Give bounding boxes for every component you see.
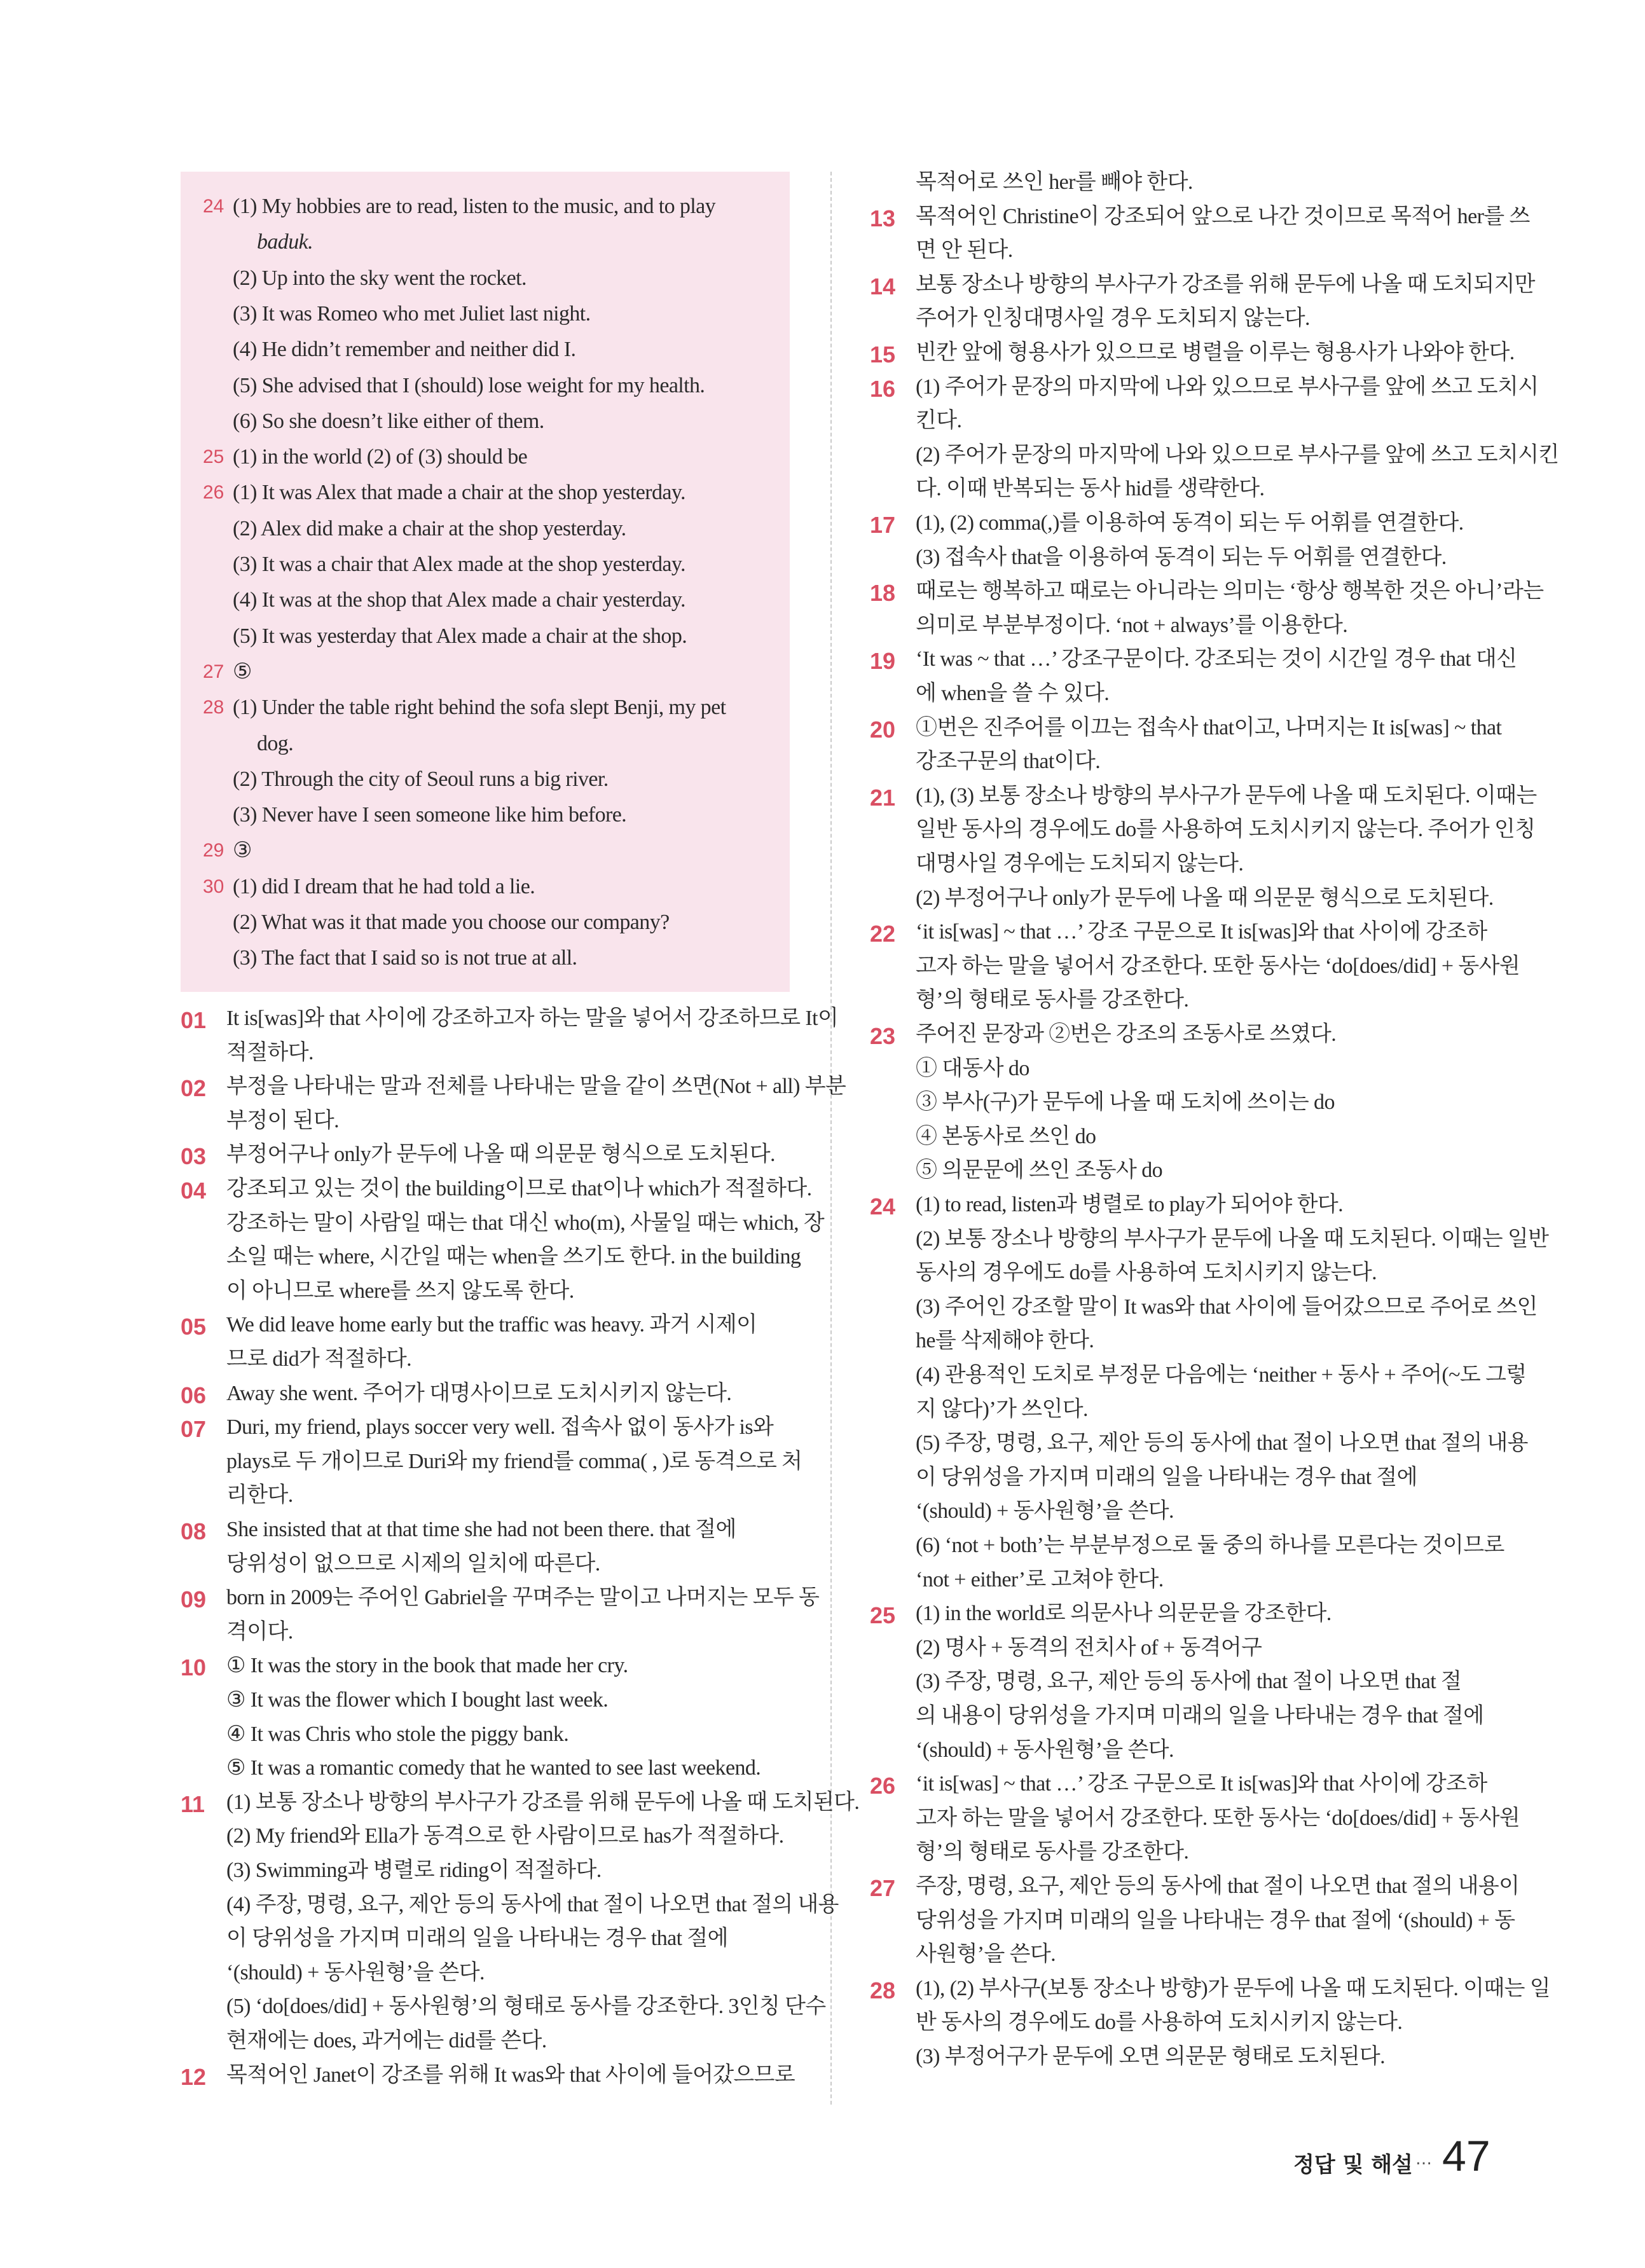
text-line: (4) It was at the shop that Alex made a chair yesterday. xyxy=(233,588,685,612)
text-line: (3) 접속사 that을 이용하여 동격이 되는 두 어휘를 연결한다. xyxy=(916,545,1447,569)
text-line: (2) My friend와 Ella가 동격으로 한 사람이므로 has가 적절하다. xyxy=(226,1824,784,1848)
text-line: 동사의 경우에도 do를 사용하여 도치시키지 않는다. xyxy=(916,1261,1377,1285)
text-line: (2) 부정어구나 only가 문두에 나올 때 의문문 형식으로 도치된다. xyxy=(916,886,1494,910)
text-line: (4) 관용적인 도치로 부정문 다음에는 ‘neither + 동사 + 주어(~도 그렇 xyxy=(916,1363,1527,1387)
item-number: 01 xyxy=(181,1007,207,1033)
item-number: 08 xyxy=(181,1518,207,1544)
text-line: 이 당위성을 가지며 미래의 일을 나타내는 경우 that 절에 xyxy=(226,1927,728,1951)
text-line: ⑤ 의문문에 쓰인 조동사 do xyxy=(916,1158,1162,1183)
text-line: (2) 주어가 문장의 마지막에 나와 있으므로 부사구를 앞에 쓰고 도치시킨 xyxy=(916,443,1559,467)
text-line: She insisted that at that time she had not been there. that 절에 xyxy=(226,1518,736,1541)
text-line: (3) It was a chair that Alex made at the shop yesterday. xyxy=(233,553,685,576)
item-number: 19 xyxy=(870,648,896,675)
text-line: ①번은 진주어를 이끄는 접속사 that이고, 나머지는 It is[was] ~ that xyxy=(916,715,1502,739)
text-line: 주어진 문장과 ②번은 강조의 조동사로 쓰였다. xyxy=(916,1022,1337,1046)
item-number: 24 xyxy=(870,1193,896,1220)
text-line: (2) 보통 장소나 방향의 부사구가 문두에 나올 때 도치된다. 이때는 일반 xyxy=(916,1227,1549,1251)
item-number: 18 xyxy=(870,580,896,607)
text-line: born in 2009는 주어인 Gabriel을 꾸며주는 말이고 나머지는 모두 동 xyxy=(226,1586,820,1610)
text-line: ① It was the story in the book that made her cry. xyxy=(226,1654,628,1678)
text-line: (3) Never have I seen someone like him before. xyxy=(233,803,627,827)
text-line: ⑤ xyxy=(233,659,252,684)
text-line: (3) 주장, 명령, 요구, 제안 등의 동사에 that 절이 나오면 that 절 xyxy=(916,1670,1462,1694)
text-line: he를 삭제해야 한다. xyxy=(916,1329,1094,1353)
text-line: ⑤ It was a romantic comedy that he wanted to see last weekend. xyxy=(226,1756,761,1780)
text-line: (5) ‘do[does/did] + 동사원형’의 형태로 동사를 강조한다. 3인칭 단수 xyxy=(226,1995,826,2019)
text-line: (1) It was Alex that made a chair at the shop yesterday. xyxy=(233,481,685,505)
text-line: plays로 두 개이므로 Duri와 my friend를 comma( , )로 동격으로 처 xyxy=(226,1449,802,1473)
text-line: 부정을 나타내는 말과 전체를 나타내는 말을 같이 쓰면(Not + all) 부분 xyxy=(226,1075,846,1099)
text-line: 당위성이 없으므로 시제의 일치에 따른다. xyxy=(226,1551,600,1576)
text-line: 킨다. xyxy=(916,409,962,433)
item-number: 06 xyxy=(181,1382,207,1408)
text-line: 이 아니므로 where를 쓰지 않도록 한다. xyxy=(226,1279,574,1303)
text-line: (3) It was Romeo who met Juliet last night. xyxy=(233,301,591,326)
text-line: 소일 때는 where, 시간일 때는 when을 쓰기도 한다. in the building xyxy=(226,1245,801,1269)
item-number: 09 xyxy=(181,1586,207,1613)
column-divider xyxy=(830,172,832,2105)
text-line: ‘it is[was] ~ that …’ 강조 구문으로 It is[was]와 that 사이에 강조하 xyxy=(916,920,1487,944)
item-number: 27 xyxy=(203,661,224,682)
text-line: ‘not + either’로 고쳐야 한다. xyxy=(916,1567,1164,1591)
text-line: 빈칸 앞에 형용사가 있으므로 병렬을 이루는 형용사가 나와야 한다. xyxy=(916,341,1515,364)
text-line: (1) in the world (2) of (3) should be xyxy=(233,445,528,469)
text-line: 이 당위성을 가지며 미래의 일을 나타내는 경우 that 절에 xyxy=(916,1465,1417,1489)
item-number: 07 xyxy=(181,1416,207,1443)
text-line: ‘it is[was] ~ that …’ 강조 구문으로 It is[was]와 that 사이에 강조하 xyxy=(916,1772,1487,1796)
text-line: 다. 이때 반복되는 동사 hid를 생략한다. xyxy=(916,477,1265,501)
item-number: 23 xyxy=(870,1023,896,1049)
item-number: 25 xyxy=(870,1602,896,1629)
text-line: 목적어인 Christine이 강조되어 앞으로 나간 것이므로 목적어 her를 쓰 xyxy=(916,204,1530,228)
item-number: 29 xyxy=(203,840,224,862)
item-number: 04 xyxy=(181,1178,207,1204)
text-line: (4) 주장, 명령, 요구, 제안 등의 동사에 that 절이 나오면 that 절의 내용 xyxy=(226,1892,839,1916)
text-line: (3) The fact that I said so is not true at all. xyxy=(233,946,577,970)
text-line: 적절하다. xyxy=(226,1040,313,1064)
text-line: (2) Through the city of Seoul runs a big river. xyxy=(233,767,609,791)
answer-key-box xyxy=(181,172,790,992)
text-line: 의미로 부분부정이다. ‘not + always’를 이용한다. xyxy=(916,613,1348,637)
page-number: 47 xyxy=(1442,2132,1490,2180)
item-number: 03 xyxy=(181,1143,207,1170)
text-line: baduk. xyxy=(257,230,313,254)
text-line: ① 대동사 do xyxy=(916,1056,1029,1080)
text-line: ④ 본동사로 쓰인 do xyxy=(916,1124,1096,1148)
text-line: (1) did I dream that he had told a lie. xyxy=(233,874,535,898)
text-line: ④ It was Chris who stole the piggy bank. xyxy=(226,1722,569,1746)
item-number: 21 xyxy=(870,784,896,811)
text-line: (1), (3) 보통 장소나 방향의 부사구가 문두에 나올 때 도치된다. 이때는 xyxy=(916,783,1537,808)
text-line: (4) He didn’t remember and neither did I. xyxy=(233,338,576,362)
text-line: 형’의 형태로 동사를 강조한다. xyxy=(916,1840,1189,1864)
text-line: (1) My hobbies are to read, listen to the music, and to play xyxy=(233,195,716,218)
item-number: 11 xyxy=(181,1790,205,1817)
item-number: 12 xyxy=(181,2063,207,2090)
text-line: ③ xyxy=(233,839,252,863)
item-number: 20 xyxy=(870,716,896,743)
text-line: (2) What was it that made you choose our company? xyxy=(233,911,670,934)
item-number: 14 xyxy=(870,273,896,299)
item-number: 27 xyxy=(870,1875,896,1901)
text-line: 면 안 된다. xyxy=(916,238,1013,263)
text-line: 에 when을 쓸 수 있다. xyxy=(916,682,1110,705)
text-line: ‘It was ~ that …’ 강조구문이다. 강조되는 것이 시간일 경우 that 대신 xyxy=(916,647,1517,671)
text-line: 당위성을 가지며 미래의 일을 나타내는 경우 that 절에 ‘(should) + 동 xyxy=(916,1908,1515,1932)
item-number: 24 xyxy=(203,196,224,217)
text-line: 고자 하는 말을 넣어서 강조한다. 또한 동사는 ‘do[does/did] + 동사원 xyxy=(916,954,1520,978)
text-line: 때로는 행복하고 때로는 아니라는 의미는 ‘항상 행복한 것은 아니’라는 xyxy=(916,579,1544,603)
item-number: 30 xyxy=(203,876,224,897)
text-line: 대명사일 경우에는 도치되지 않는다. xyxy=(916,852,1244,876)
item-number: 02 xyxy=(181,1075,207,1102)
text-line: 리한다. xyxy=(226,1483,293,1508)
item-number: 28 xyxy=(203,697,224,718)
text-line: (3) 부정어구가 문두에 오면 의문문 형태로 도치된다. xyxy=(916,2045,1386,2068)
text-line: 주장, 명령, 요구, 제안 등의 동사에 that 절이 나오면 that 절의 내용이 xyxy=(916,1874,1520,1898)
item-number: 16 xyxy=(870,375,896,402)
item-number: 26 xyxy=(870,1773,896,1799)
text-line: 일반 동사의 경우에도 do를 사용하여 도치시키지 않는다. 주어가 인칭 xyxy=(916,818,1536,842)
text-line: We did leave home early but the traffic was heavy. 과거 시제이 xyxy=(226,1313,757,1337)
text-line: Duri, my friend, plays soccer very well. 접속사 없이 동사가 is와 xyxy=(226,1415,774,1440)
text-line: (1) in the world로 의문사나 의문문을 강조한다. xyxy=(916,1602,1332,1626)
text-line: (6) So she doesn’t like either of them. xyxy=(233,409,544,433)
text-line: (2) Alex did make a chair at the shop yesterday. xyxy=(233,516,626,540)
text-line: 목적어인 Janet이 강조를 위해 It was와 that 사이에 들어갔으므로 xyxy=(226,2063,795,2087)
text-line: 므로 did가 적절하다. xyxy=(226,1347,412,1371)
footer-label: 정답 및 해설 xyxy=(1293,2152,1413,2178)
text-line: It is[was]와 that 사이에 강조하고자 하는 말을 넣어서 강조하므로 It이 xyxy=(226,1007,839,1030)
text-line: (1) 주어가 문장의 마지막에 나와 있으므로 부사구를 앞에 쓰고 도치시 xyxy=(916,375,1539,399)
text-line: 주어가 인칭대명사일 경우 도치되지 않는다. xyxy=(916,306,1310,331)
text-line: (1) to read, listen과 병렬로 to play가 되어야 한다. xyxy=(916,1193,1344,1216)
text-line: (6) ‘not + both’는 부분부정으로 둘 중의 하나를 모른다는 것이므로 xyxy=(916,1534,1504,1557)
item-number: 26 xyxy=(203,482,224,504)
text-line: (5) 주장, 명령, 요구, 제안 등의 동사에 that 절이 나오면 that 절의 내용 xyxy=(916,1431,1528,1455)
text-line: 부정이 된다. xyxy=(226,1108,340,1132)
item-number: 13 xyxy=(870,205,896,231)
text-line: ‘(should) + 동사원형’을 쓴다. xyxy=(916,1738,1174,1762)
text-line: ③ It was the flower which I bought last week. xyxy=(226,1688,609,1712)
text-line: ③ 부사(구)가 문두에 나올 때 도치에 쓰이는 do xyxy=(916,1090,1335,1115)
text-line: 부정어구나 only가 문두에 나올 때 의문문 형식으로 도치된다. xyxy=(226,1143,775,1167)
footer-dots: … xyxy=(1415,2150,1432,2169)
text-line: 사원형’을 쓴다. xyxy=(916,1942,1056,1967)
text-line: ‘(should) + 동사원형’을 쓴다. xyxy=(916,1499,1174,1523)
item-number: 15 xyxy=(870,341,896,368)
text-line: (1) Under the table right behind the sofa slept Benji, my pet xyxy=(233,696,726,720)
item-number: 28 xyxy=(870,1977,896,2003)
text-line: 의 내용이 당위성을 가지며 미래의 일을 나타내는 경우 that 절에 xyxy=(916,1704,1484,1728)
text-line: (1), (2) comma(,)를 이용하여 동격이 되는 두 어휘를 연결한다. xyxy=(916,511,1464,535)
text-line: 강조되고 있는 것이 the building이므로 that이나 which가 적절하다. xyxy=(226,1177,812,1200)
text-line: 강조구문의 that이다. xyxy=(916,750,1101,774)
item-number: 22 xyxy=(870,921,896,947)
text-line: 반 동사의 경우에도 do를 사용하여 도치시키지 않는다. xyxy=(916,2010,1403,2035)
text-line: ‘(should) + 동사원형’을 쓴다. xyxy=(226,1960,485,1984)
text-line: (1), (2) 부사구(보통 장소나 방향)가 문두에 나올 때 도치된다. 이때는 일 xyxy=(916,1976,1551,2000)
text-line: 강조하는 말이 사람일 때는 that 대신 who(m), 사물일 때는 which, 장 xyxy=(226,1211,825,1235)
text-line: 지 않다)’가 쓰인다. xyxy=(916,1397,1088,1421)
text-line: (3) 주어인 강조할 말이 It was와 that 사이에 들어갔으므로 주어로 쓰인 xyxy=(916,1295,1538,1319)
text-line: 형’의 형태로 동사를 강조한다. xyxy=(916,988,1189,1012)
text-line: (5) It was yesterday that Alex made a chair at the shop. xyxy=(233,624,687,648)
text-line: (2) Up into the sky went the rocket. xyxy=(233,266,527,290)
item-number: 25 xyxy=(203,446,224,468)
text-line: 목적어로 쓰인 her를 빼야 한다. xyxy=(916,170,1193,194)
text-line: 현재에는 does, 과거에는 did를 쓴다. xyxy=(226,2029,547,2052)
text-line: Away she went. 주어가 대명사이므로 도치시키지 않는다. xyxy=(226,1381,732,1405)
item-number: 10 xyxy=(181,1654,207,1681)
text-line: (2) 명사 + 동격의 전치사 of + 동격어구 xyxy=(916,1635,1262,1660)
text-line: 보통 장소나 방향의 부사구가 강조를 위해 문두에 나올 때 도치되지만 xyxy=(916,272,1535,296)
item-number: 05 xyxy=(181,1314,207,1340)
text-line: dog. xyxy=(257,731,294,755)
item-number: 17 xyxy=(870,512,896,538)
text-line: (1) 보통 장소나 방향의 부사구가 강조를 위해 문두에 나올 때 도치된다. xyxy=(226,1790,860,1814)
text-line: 격이다. xyxy=(226,1619,293,1644)
text-line: (3) Swimming과 병렬로 riding이 적절하다. xyxy=(226,1859,602,1882)
text-line: 고자 하는 말을 넣어서 강조한다. 또한 동사는 ‘do[does/did] + 동사원 xyxy=(916,1806,1520,1830)
text-line: (5) She advised that I (should) lose weight for my health. xyxy=(233,373,705,397)
